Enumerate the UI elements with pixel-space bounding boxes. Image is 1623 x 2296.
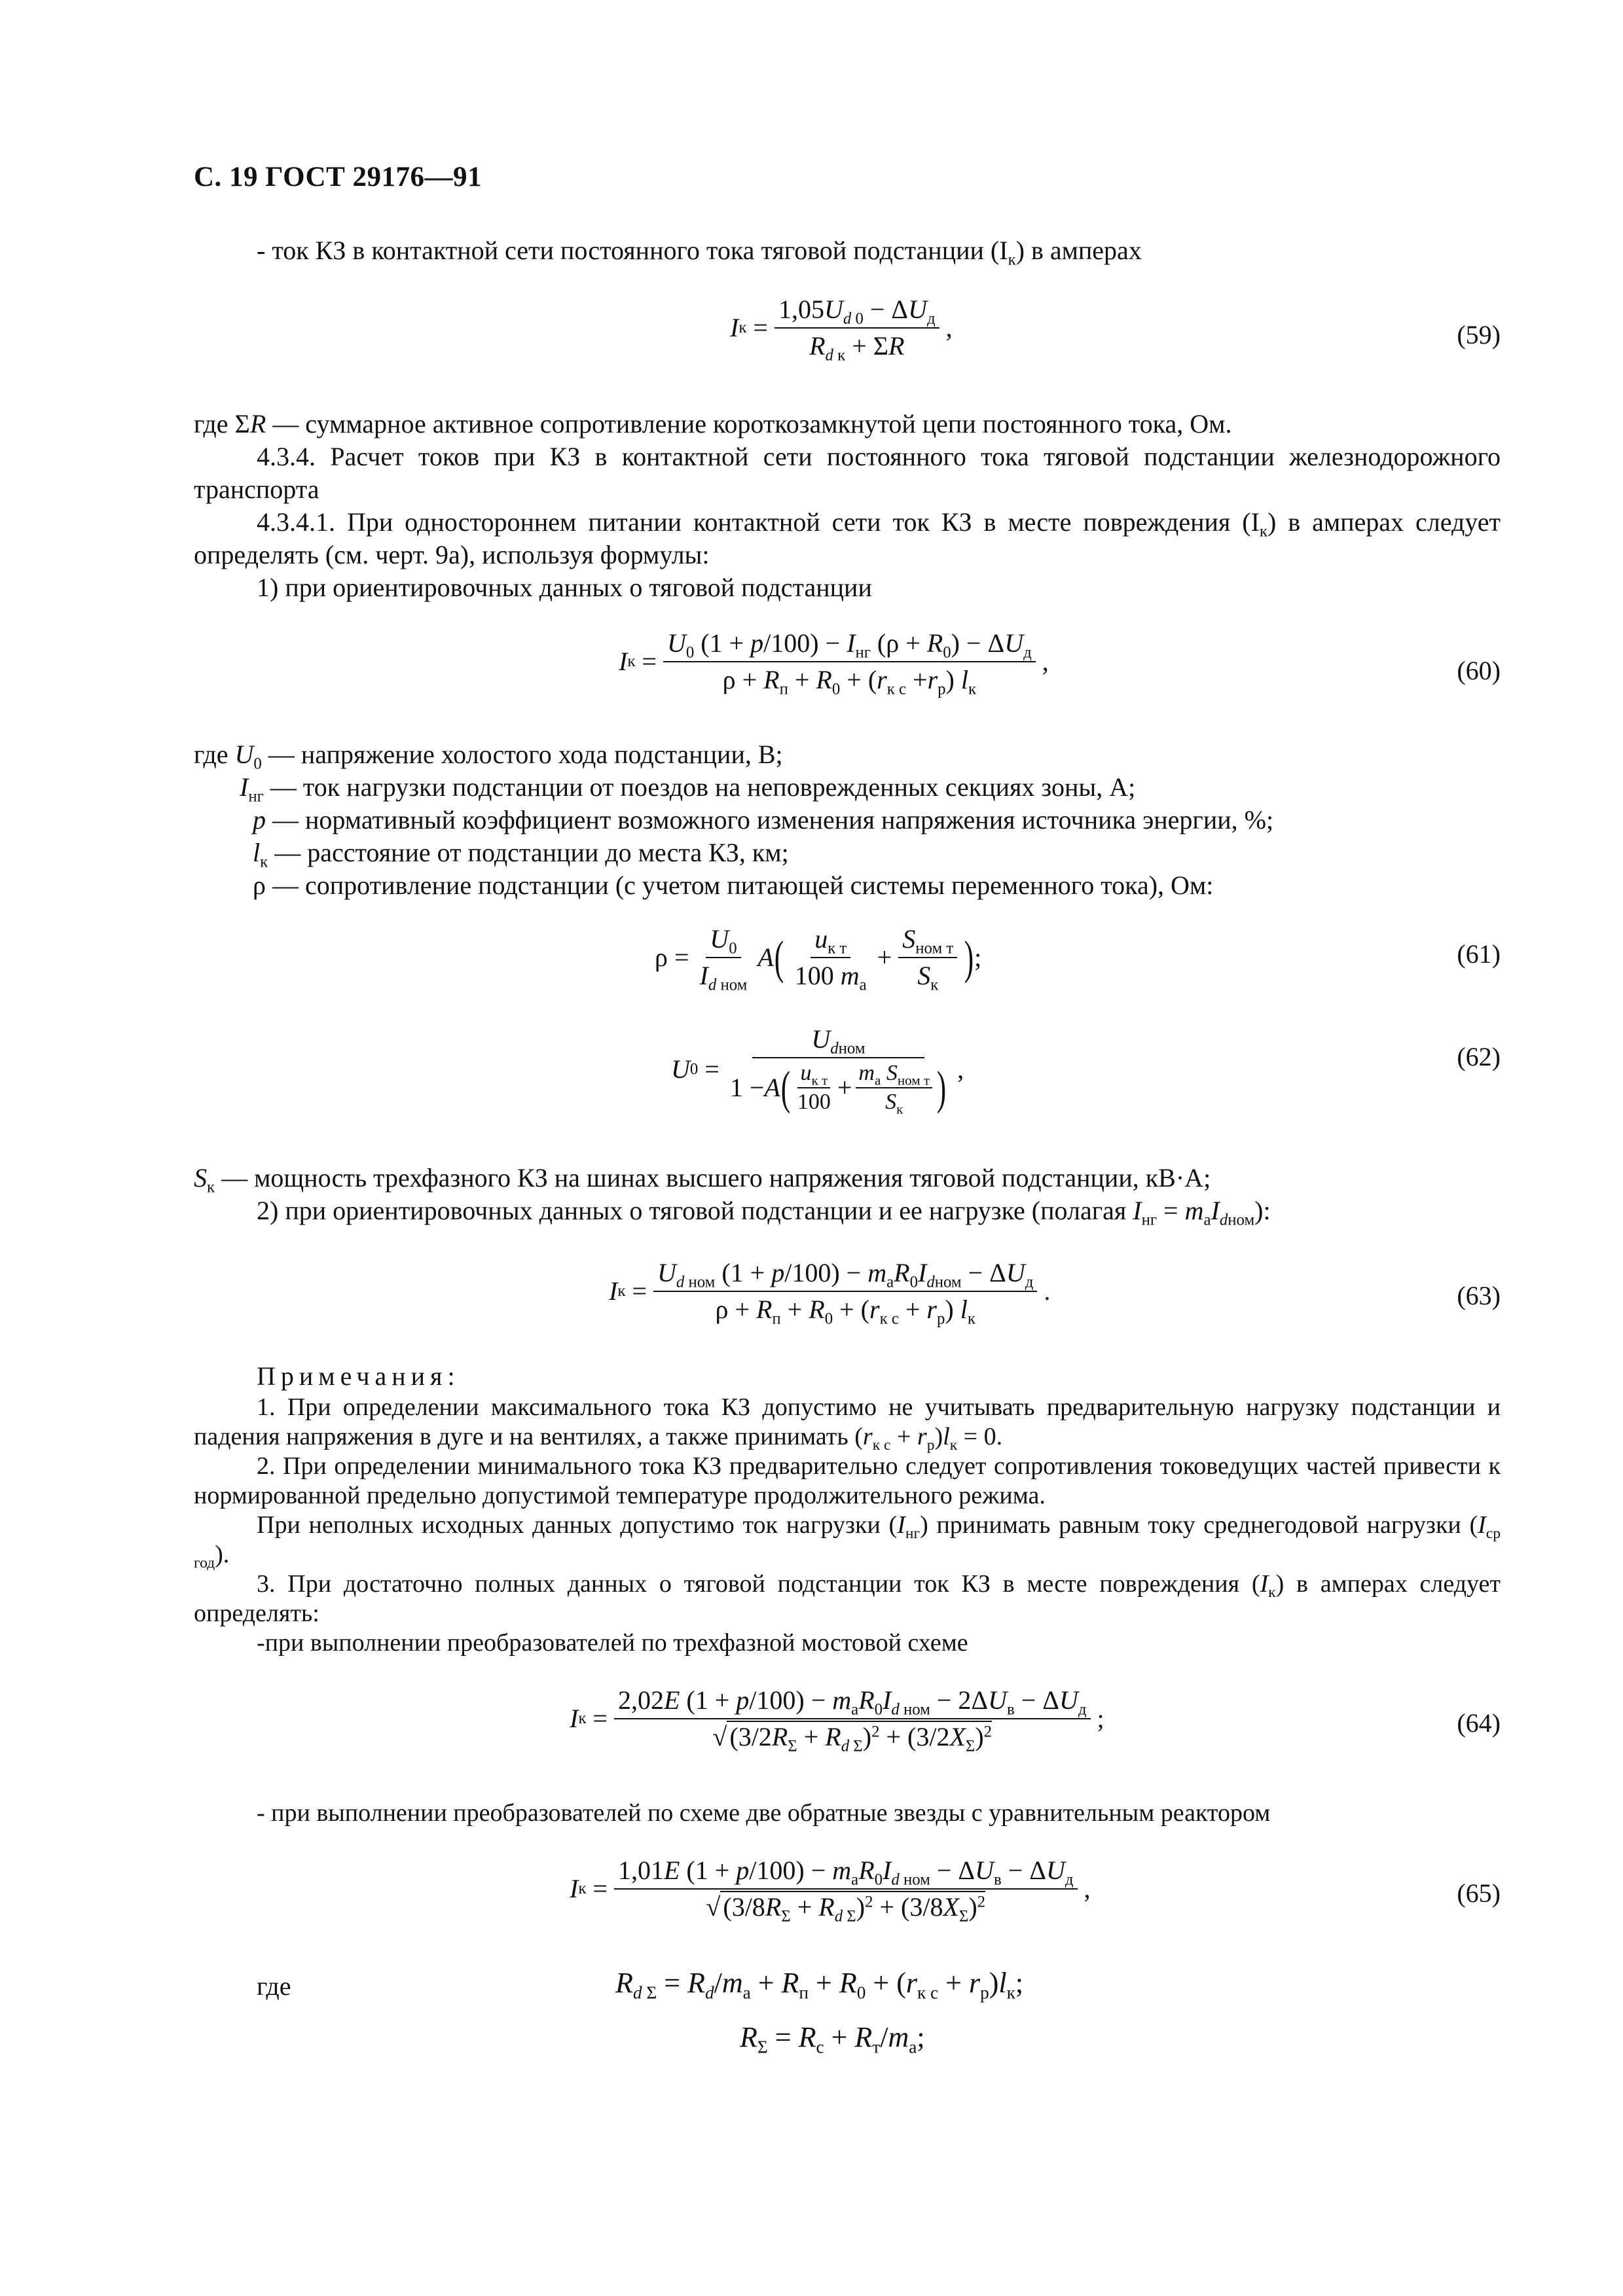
equation-64: I к = $\frac{2,02E (1 + p/100) - m_аR_0I_{d ном} - 2\Delta U_в - \Delta U_д}{√ (3/2R_\Sigma + R_{d \Sigma})^2 + (3/2X_\Sigma)^2}$ ; [570, 1685, 1104, 1755]
double-star-line: - при выполнении преобразователей по схеме две обратные звезды с уравнительным реактором [257, 1799, 1271, 1827]
note-2b: При неполных исходных данных допустимо ток нагрузки $(I_{нг})$ принимать равным току среднегодовой нагрузки $(I_{ср год})$. [194, 1511, 1501, 1572]
item-2: 2) при ориентировочных данных о тяговой подстанции и ее нагрузке (полагая $I_{нг} = m_аI_{dном}$): [257, 1196, 1271, 1229]
intro-line: - ток КЗ в контактной сети постоянного тока тяговой подстанции $(I_к)$ в амперах [257, 236, 1142, 269]
eq-number-64: (64) [1457, 1708, 1501, 1738]
def-Sk: $S_к$ — мощность трехфазного КЗ на шинах высшего напряжения тяговой подстанции, кВ·А; [194, 1163, 1211, 1196]
note-3: 3. При достаточно полных данных о тяговой подстанции ток КЗ в месте повреждения $(I_к)$ в амперах следует определять: [194, 1570, 1501, 1627]
eq-number-61: (61) [1457, 939, 1501, 969]
note-1: 1. При определении максимального тока КЗ допустимо не учитывать предварительную нагрузку подстанции и падения напряжения в дуге и на вентилях, а также принимать $(r_{к с} + r_р)l_к = 0$. [194, 1393, 1501, 1454]
item-1: 1) при ориентировочных данных о тяговой подстанции [257, 573, 872, 602]
page-header: С. 19 ГОСТ 29176—91 [194, 162, 483, 192]
equation-61: ρ = $\frac{U_0}{I_{d ном}}$ A ( $\frac{u_{к т}}{100 m_а}$ + $\frac{S_{ном т}}{S_к}$ ) ; [655, 924, 982, 994]
eq-number-63: (63) [1457, 1281, 1501, 1310]
equation-RdSigma: $R_{d \Sigma} = R_d/m_а + R_п + R_0 + (r_{к с} + r_р)l_к$; [615, 1967, 1024, 2003]
equation-62: U 0 = $U_{dном}$ 1 − A ( $\frac{u_{к т}}{100}$ + $\frac{m_а S_{ном т}}{S_к}$ ) , [671, 1024, 964, 1117]
equation-59: I к = $\frac{1,05U_{d 0} - \Delta U_д}{R_{d к} + \Sigma R}$ , [730, 295, 953, 365]
notes-title: Примечания: [257, 1361, 460, 1391]
note-2: 2. При определении минимального тока КЗ предварительно следует сопротивления токоведущих частей привести к нормированной предельно допустимой температуре продолжительного режима. [194, 1452, 1501, 1509]
eq-number-59: (59) [1457, 320, 1501, 350]
equation-63: I к = $\frac{U_{d ном} (1 + p/100) - m_аR_0I_{dном} - \Delta U_д}{\rho + R_п + R_0 + (r_{к с} + r_р) l_к}$ . [609, 1258, 1051, 1328]
def-lk: $l_к$ — расстояние от подстанции до места КЗ, км; [253, 838, 789, 871]
where-label: где [257, 1971, 291, 2001]
def-Ing: $I_{нг}$ — ток нагрузки подстанции от поездов на неповрежденных секциях зоны, А; [240, 772, 1136, 806]
def-rho: ρ — сопротивление подстанции (с учетом питающей системы переменного тока), Ом: [253, 870, 1214, 900]
def-U0: где $U_0$ — напряжение холостого хода подстанции, В; [194, 740, 783, 773]
equation-RSigma: $R_\Sigma = R_с + R_т/m_а$; [740, 2021, 925, 2057]
sumR-definition: где ΣR — суммарное активное сопротивление короткозамкнутой цепи постоянного тока, Ом. [194, 409, 1232, 439]
equation-60: I к = $\frac{U_0 (1 + p/100) - I_{нг} (\rho + R_0) - \Delta U_д}{\rho + R_п + R_0 + (r_{к с} +r_р) l_к}$ , [619, 628, 1049, 698]
eq-number-65: (65) [1457, 1878, 1501, 1908]
eq-number-62: (62) [1457, 1042, 1501, 1071]
section-4-3-4: 4.3.4. Расчет токов при КЗ в контактной сети постоянного тока тяговой подстанции железнодорожного транспорта [194, 442, 1501, 504]
eq-number-60: (60) [1457, 656, 1501, 685]
bridge-scheme-line: -при выполнении преобразователей по трехфазной мостовой схеме [257, 1629, 968, 1657]
def-p: p — нормативный коэффициент возможного изменения напряжения источника энергии, %; [253, 805, 1274, 834]
section-4-3-4-1: 4.3.4.1. При одностороннем питании контактной сети ток КЗ в месте повреждения $(I_к)$ в амперах следует определять (см. черт. 9а), используя формулы: [194, 507, 1501, 569]
equation-65: I к = $\frac{1,01E (1 + p/100) - m_аR_0I_{d ном} - \Delta U_в - \Delta U_д}{√ (3/8R_\Sigma + R_{d \Sigma})^2 + (3/8X_\Sigma)^2}$ , [570, 1856, 1091, 1926]
